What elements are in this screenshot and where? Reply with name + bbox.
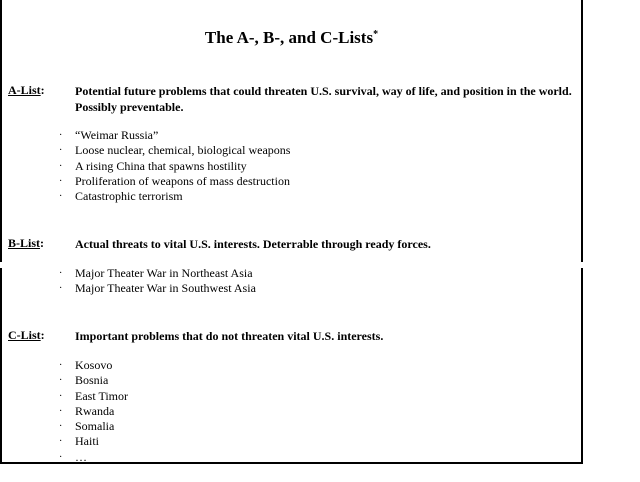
b-list-description: Actual threats to vital U.S. interests. Deterrable through ready forces. [75,237,431,251]
a-list-label: A-List: [8,83,45,97]
c-list-label: C-List: [8,328,45,342]
frame-gap-right [580,262,584,268]
b-list-label: B-List: [8,236,45,250]
page-title: The A-, B-, and C-Lists* [204,28,379,47]
c-list-description: Important problems that do not threaten vital U.S. interests. [75,329,384,343]
title-footnote-mark: * [373,29,379,40]
a-list-description: Potential future problems that could threaten U.S. survival, way of life, and position in the world. Possibly preventable. [75,84,572,114]
frame-gap-left [0,262,3,268]
